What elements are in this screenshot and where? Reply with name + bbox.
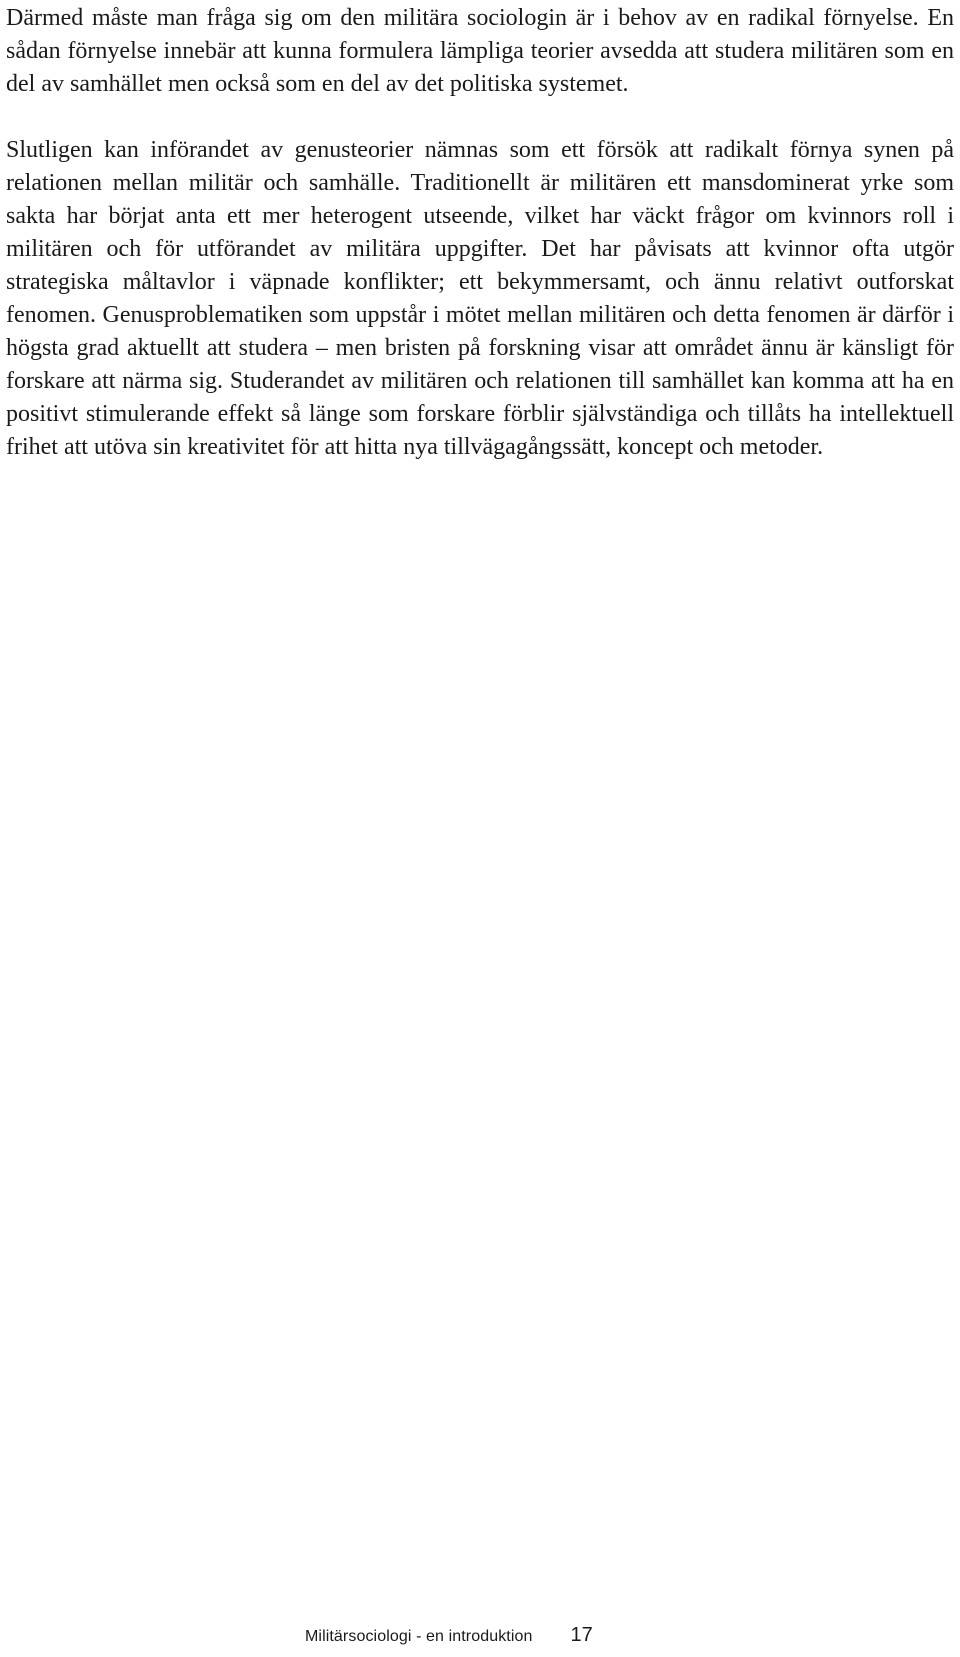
body-text [6, 2, 954, 464]
paragraph-1: Därmed måste man fråga sig om den militära sociologin är i behov av en radikal förnyelse. En sådan förnyelse innebär att kunna formulera lämpliga teorier avsedda att studera militären som en del av samhället men också som en del av det politiska systemet. [6, 5, 954, 97]
page-footer [305, 1624, 593, 1648]
footer-title: Militärsociologi - en introduktion [305, 1628, 533, 1645]
page-number: 17 [570, 1624, 593, 1646]
paragraph-2: Slutligen kan införandet av genusteorier nämnas som ett försök att radikalt förnya synen på relationen mellan militär och samhälle. Traditionellt är militären ett mansdominerat yrke som sakta har börjat anta ett mer heterogent utseende, vilket har väckt frågor om kvinnors roll i militären och för utförandet av militära uppgifter. Det har påvisats att kvinnor ofta utgör strategiska måltavlor i väpnade konflikter; ett bekymmersamt, och ännu relativt outforskat fenomen. Genusproblematiken som uppstår i mötet mellan militären och detta fenomen är därför i högsta grad aktuellt att studera – men bristen på forskning visar att området ännu är känsligt för forskare att närma sig. Studerandet av militären och relationen till samhället kan komma att ha en positivt stimulerande effekt så länge som forskare förblir självständiga och tillåts ha intellektuell frihet att utöva sin kreativitet för att hitta nya tillvägagångssätt, koncept och metoder. [6, 137, 954, 460]
